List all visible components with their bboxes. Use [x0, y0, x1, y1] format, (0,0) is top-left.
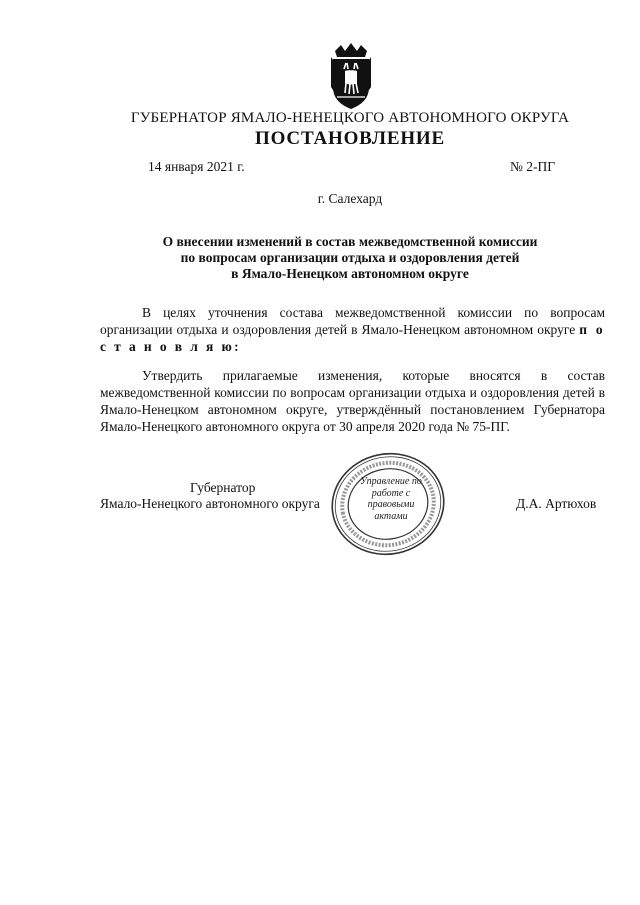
subject-line: по вопросам организации отдыха и оздоровления детей — [180, 250, 520, 265]
subject-line: в Ямало-Ненецком автономном округе — [231, 266, 469, 281]
document-city: г. Салехард — [317, 191, 383, 206]
coat-of-arms-icon — [327, 43, 375, 111]
subject-line: О внесении изменений в состав межведомственной комиссии — [162, 234, 538, 249]
signatory-region: Ямало-Ненецкого автономного округа — [100, 496, 320, 511]
preamble-paragraph — [100, 304, 605, 355]
document-number: № 2-ПГ — [510, 159, 556, 174]
signatory-title: Губернатор — [190, 480, 256, 495]
signatory-name: Д.А. Артюхов — [516, 496, 597, 511]
issuer-title: ГУБЕРНАТОР ЯМАЛО-НЕНЕЦКОГО АВТОНОМНОГО ОКРУГА — [130, 110, 570, 126]
document-date: 14 января 2021 г. — [148, 159, 245, 174]
stamp-center-text: Управление по работе с правовыми актами — [360, 476, 422, 522]
document-subject — [130, 234, 570, 282]
decree-word: п о с т а н о в л я ю: — [100, 322, 605, 354]
document-type: ПОСТАНОВЛЕНИЕ — [255, 128, 445, 149]
resolution-paragraph: Утвердить прилагаемые изменения, которые вносятся в состав межведомственной комиссии по вопросам организации отдыха и оздоровления детей в Ямало-Ненецком автономном округе, утверждённый постановлением Губернатора Ямало-Ненецкого автономного округа от 30 апреля 2020 года № 75-ПГ. — [100, 368, 605, 434]
preamble-text: В целях уточнения состава межведомственной комиссии по вопросам организации отдыха и оздоровления детей в Ямало-Ненецком автономном округе — [100, 305, 605, 337]
